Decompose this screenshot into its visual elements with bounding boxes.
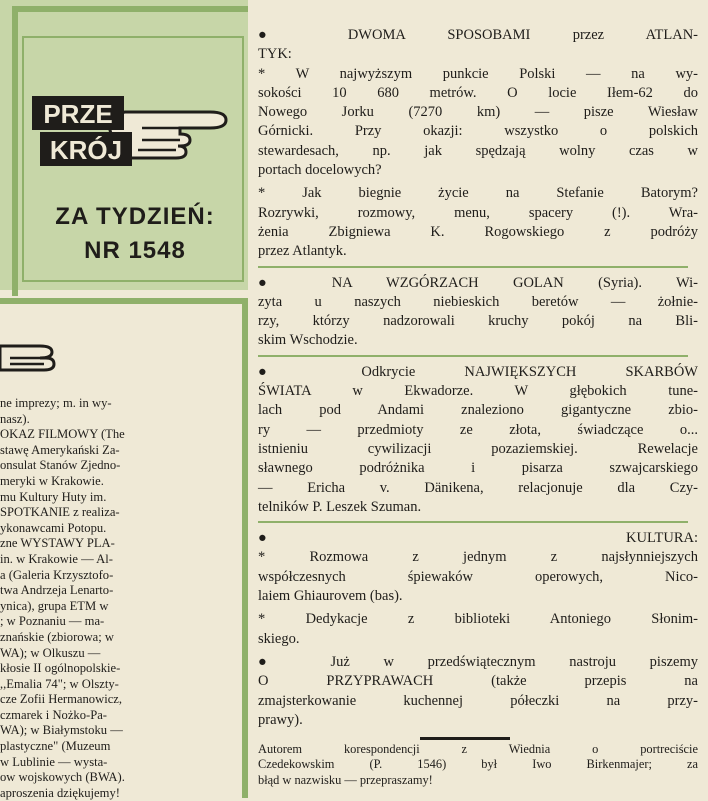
logo-line1: PRZE	[43, 99, 113, 129]
text-line: telników P. Leszek Szuman.	[258, 498, 422, 515]
text-line: * Dedykacje z biblioteki Antoniego Słonim-	[258, 611, 698, 628]
events-line: WA); w Olkuszu —	[0, 645, 101, 660]
text-line: Górnicki. Przy okazji: wszystko o polskich	[258, 123, 698, 140]
events-line: ykonawcami Potopu.	[0, 520, 107, 535]
text-line: zmajsterkowanie kuchennej półeczki na przy-	[258, 692, 698, 709]
events-line: in. w Krakowie — Al-	[0, 551, 113, 566]
article-culture	[258, 529, 698, 606]
text-line: stewardesach, np. jak spędzają wolny czas w	[258, 142, 698, 159]
events-line: czmarek i Nożko-Pa-	[0, 707, 107, 722]
article-dedications	[258, 610, 698, 649]
events-line: cze Zofii Hermanowicz,	[0, 692, 123, 707]
text-line: ŚWIATA w Ekwadorze. W głębokich tune-	[258, 383, 698, 400]
footer-line: Czedekowskim (P. 1546) był Iwo Birkenmajer; za	[258, 757, 698, 772]
logo-line2: KRÓJ	[49, 135, 123, 165]
text-line: portach docelowych?	[258, 162, 382, 179]
text-line: * Jak biegnie życie na Stefanie Batorym?	[258, 185, 698, 202]
text-line: skiego.	[258, 630, 300, 647]
text-line: sławnego podróżnika i pisarza szwajcarskiego	[258, 460, 698, 477]
article-treasures	[258, 363, 698, 517]
text-line: Nowego Jorku (7270 km) — pisze Wiesław	[258, 104, 698, 121]
text-line: ● KULTURA:	[258, 530, 698, 547]
events-list	[0, 396, 198, 801]
section-divider	[258, 266, 688, 268]
events-line: ow wojskowych (BWA).	[0, 770, 125, 785]
przekroj-logo	[30, 90, 230, 170]
issue-heading	[30, 200, 240, 268]
text-line: ● NA WZGÓRZACH GOLAN (Syria). Wi-	[258, 274, 698, 291]
events-line: OKAZ FILMOWY (The	[0, 427, 125, 442]
article-stefan-batory	[258, 184, 698, 261]
section-divider	[258, 521, 688, 523]
footer-line: błąd w nazwisku — przepraszamy!	[258, 772, 433, 787]
article-spices	[258, 653, 698, 730]
text-line: żenia Zbigniewa K. Rogowskiego z podróży	[258, 223, 698, 240]
events-line: ; w Poznaniu — ma-	[0, 614, 105, 629]
correction-note	[258, 742, 698, 788]
events-line: onsulat Stanów Zjedno-	[0, 458, 121, 473]
text-line: — Ericha v. Dänikena, relacjonuje dla Czy-	[258, 479, 698, 496]
events-line: twa Andrzeja Lenarto-	[0, 583, 114, 598]
pointing-hand-icon	[0, 338, 70, 378]
text-line: * Rozmowa z jednym z najsłynniejszych	[258, 549, 698, 566]
text-line: ● Już w przedświątecznym nastroju piszemy	[258, 653, 698, 670]
footer-rule	[420, 737, 510, 740]
text-line: współczesnych śpiewaków operowych, Nico-	[258, 568, 698, 585]
events-line: znańskie (zbiorowa; w	[0, 629, 115, 644]
issue-title: ZA TYDZIEŃ:	[55, 203, 215, 230]
issue-number: NR 1548	[84, 237, 186, 264]
text-line: lach pod Andami znaleziono gigantyczne zbio-	[258, 402, 698, 419]
events-line: plastyczne" (Muzeum	[0, 739, 111, 754]
text-line: rzy, którzy nadzorowali kruchy pokój na Bli-	[258, 313, 698, 330]
events-line: ne imprezy; m. in wy-	[0, 396, 112, 410]
text-line: prawy).	[258, 711, 303, 728]
events-line: WA); w Białymstoku —	[0, 723, 123, 738]
events-line: mu Kultury Huty im.	[0, 489, 107, 504]
events-line: aproszenia dziękujemy!	[0, 785, 120, 800]
text-line: TYK:	[258, 46, 292, 63]
events-line: stawę Amerykański Za-	[0, 442, 120, 457]
events-line: SPOTKANIE z realiza-	[0, 505, 120, 520]
left-panel	[0, 0, 250, 800]
section-divider	[258, 355, 688, 357]
events-line: nasz).	[0, 411, 30, 426]
events-line: meryki w Krakowie.	[0, 473, 104, 488]
text-line: O PRZYPRAWACH (także przepis na	[258, 673, 698, 690]
text-line: ● DWOMA SPOSOBAMI przez ATLAN-	[258, 27, 698, 43]
text-line: skim Wschodzie.	[258, 332, 358, 349]
text-line: laiem Ghiaurovem (bas).	[258, 588, 403, 605]
events-line: a (Galeria Krzysztofo-	[0, 567, 114, 582]
text-line: zyta u naszych niebieskich beretów — żołnie-	[258, 293, 698, 310]
text-line: sokości 10 680 metrów. O locie Iłem-62 do	[258, 84, 698, 101]
contents-column	[258, 26, 698, 734]
text-line: ● Odkrycie NAJWIĘKSZYCH SKARBÓW	[258, 363, 698, 380]
text-line: Rozrywki, rozmowy, menu, spacery (!). Wra-	[258, 204, 698, 221]
text-line: istnieniu cywilizacji pozaziemskiej. Rewelacje	[258, 440, 698, 457]
events-line: zne WYSTAWY PLA-	[0, 536, 115, 551]
text-line: ry — przedmioty ze złota, świadczące o...	[258, 421, 698, 438]
text-line: przez Atlantyk.	[258, 243, 347, 260]
events-line: ynica), grupa ETM w	[0, 598, 109, 613]
events-line: ,,Emalia 74"; w Olszty-	[0, 676, 119, 691]
events-line: kłosie II ogólnopolskie-	[0, 661, 121, 676]
article-golan	[258, 274, 698, 351]
footer-line: Autorem korespondencji z Wiednia o portreciście	[258, 742, 698, 756]
events-line: w Lublinie — wysta-	[0, 754, 108, 769]
article-atlantic-flight	[258, 26, 698, 180]
text-line: * W najwyższym punkcie Polski — na wy-	[258, 65, 698, 82]
